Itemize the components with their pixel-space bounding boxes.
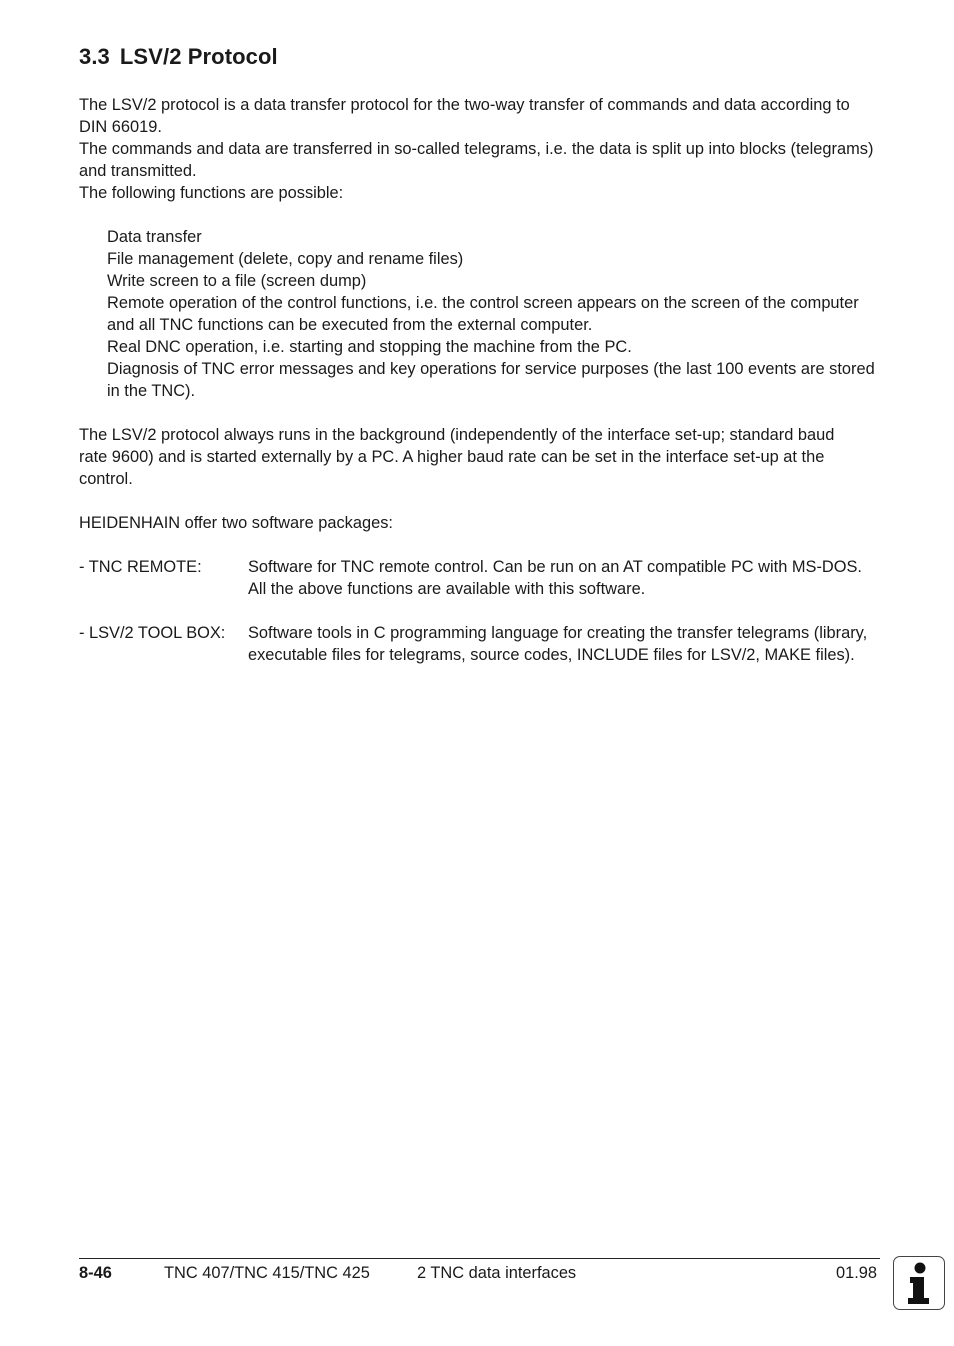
- function-list: [79, 226, 879, 402]
- packages-intro: HEIDENHAIN offer two software packages:: [79, 514, 393, 532]
- intro-paragraph-3: The following functions are possible:: [79, 184, 344, 202]
- footer-chapter: 2 TNC data interfaces: [417, 1264, 577, 1282]
- footer-page-number: 8-46: [79, 1264, 112, 1282]
- intro-paragraph-1: The LSV/2 protocol is a data transfer protocol for the two-way transfer of commands and data according to DIN 66019.: [79, 96, 850, 136]
- package-tnc-remote: [79, 556, 879, 600]
- background-paragraph-line-2: rate 9600) and is started externally by a PC. A higher baud rate can be set in the interface set-up at the control.: [79, 448, 825, 488]
- list-item: File management (delete, copy and rename files): [107, 250, 464, 268]
- list-item: Real DNC operation, i.e. starting and stopping the machine from the PC.: [107, 338, 632, 356]
- list-item: Diagnosis of TNC error messages and key operations for service purposes (the last 100 events are stored in the TNC).: [107, 360, 875, 400]
- package-term: - TNC REMOTE:: [79, 558, 202, 576]
- intro-paragraph-2: The commands and data are transferred in so-called telegrams, i.e. the data is split up into blocks (telegrams) and transmitted.: [79, 140, 874, 180]
- section-body: [79, 94, 879, 666]
- package-description: Software for TNC remote control. Can be run on an AT compatible PC with MS-DOS. All the above functions are available with this software.: [248, 558, 862, 598]
- background-paragraph-line-1: The LSV/2 protocol always runs in the background (independently of the interface set-up; standard baud: [79, 426, 835, 444]
- info-icon: [893, 1256, 945, 1310]
- footer-date: 01.98: [836, 1264, 878, 1282]
- package-description: Software tools in C programming language for creating the transfer telegrams (library, executable files for telegrams, source codes, INCLUDE files for LSV/2, MAKE files).: [248, 624, 868, 664]
- list-item: Remote operation of the control functions, i.e. the control screen appears on the screen of the computer and all TNC functions can be executed from the external computer.: [107, 294, 859, 334]
- package-term: - LSV/2 TOOL BOX:: [79, 624, 226, 642]
- list-item: Data transfer: [107, 228, 202, 246]
- section-number: 3.3: [79, 44, 110, 69]
- section-title: LSV/2 Protocol: [119, 44, 278, 69]
- package-lsv2-toolbox: [79, 622, 879, 666]
- list-item: Write screen to a file (screen dump): [107, 272, 367, 290]
- footer-rule: [79, 1258, 880, 1259]
- section-heading: [79, 44, 278, 70]
- footer-model: TNC 407/TNC 415/TNC 425: [164, 1264, 370, 1282]
